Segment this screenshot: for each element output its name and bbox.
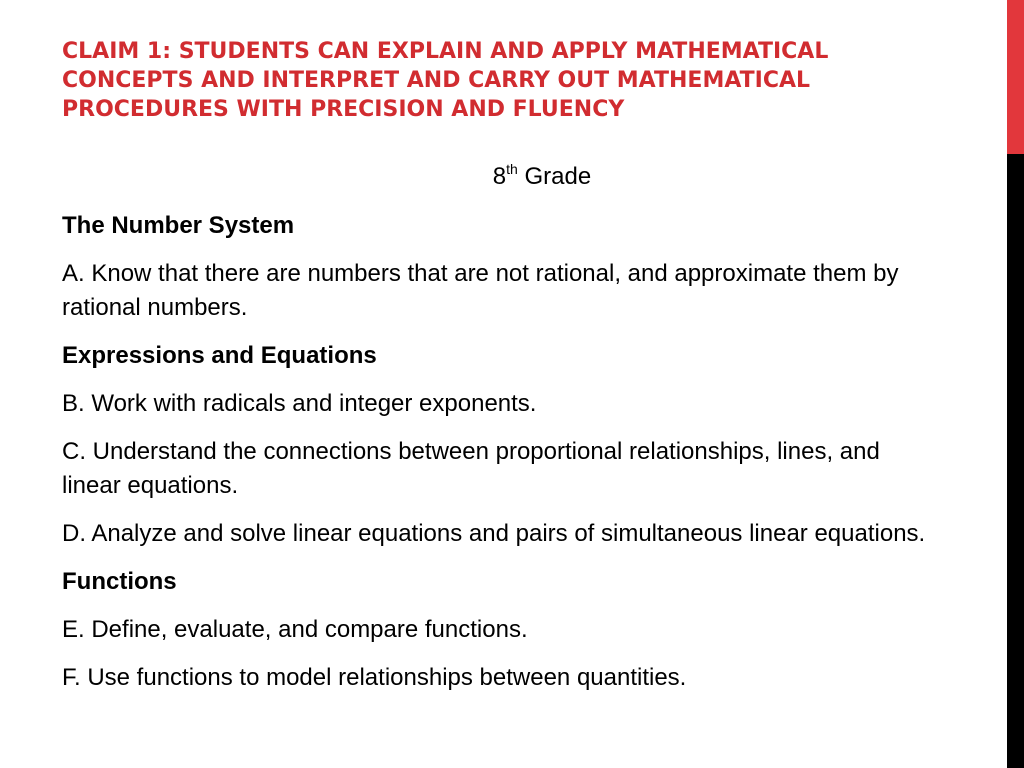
standard-item-b: B. Work with radicals and integer exponents. [62,390,537,417]
section-heading-expressions-equations: Expressions and Equations [62,342,377,369]
grade-label [62,160,942,194]
standard-item-c: C. Understand the connections between proportional relationships, lines, and linear equations. [62,438,880,499]
standard-item-f: F. Use functions to model relationships between quantities. [62,664,687,691]
accent-bar-red [1007,0,1024,154]
slide-title: CLAIM 1: STUDENTS CAN EXPLAIN AND APPLY MATHEMATICAL CONCEPTS AND INTERPRET AND CARRY OUT MATHEMATICAL PROCEDURES WITH PRECISION AND FLUENCY [62,39,829,122]
section-heading-number-system: The Number System [62,212,295,239]
slide-body [62,160,942,709]
grade-text: Grade [524,163,592,190]
grade-number: 8 [492,163,507,190]
standard-item-a: A. Know that there are numbers that are not rational, and approximate them by rational numbers. [62,260,899,321]
grade-suffix: th [506,161,518,177]
standard-item-d: D. Analyze and solve linear equations and pairs of simultaneous linear equations. [62,520,926,547]
standard-item-e: E. Define, evaluate, and compare functions. [62,616,528,643]
section-heading-functions: Functions [62,568,177,595]
accent-bar-black [1007,154,1024,768]
